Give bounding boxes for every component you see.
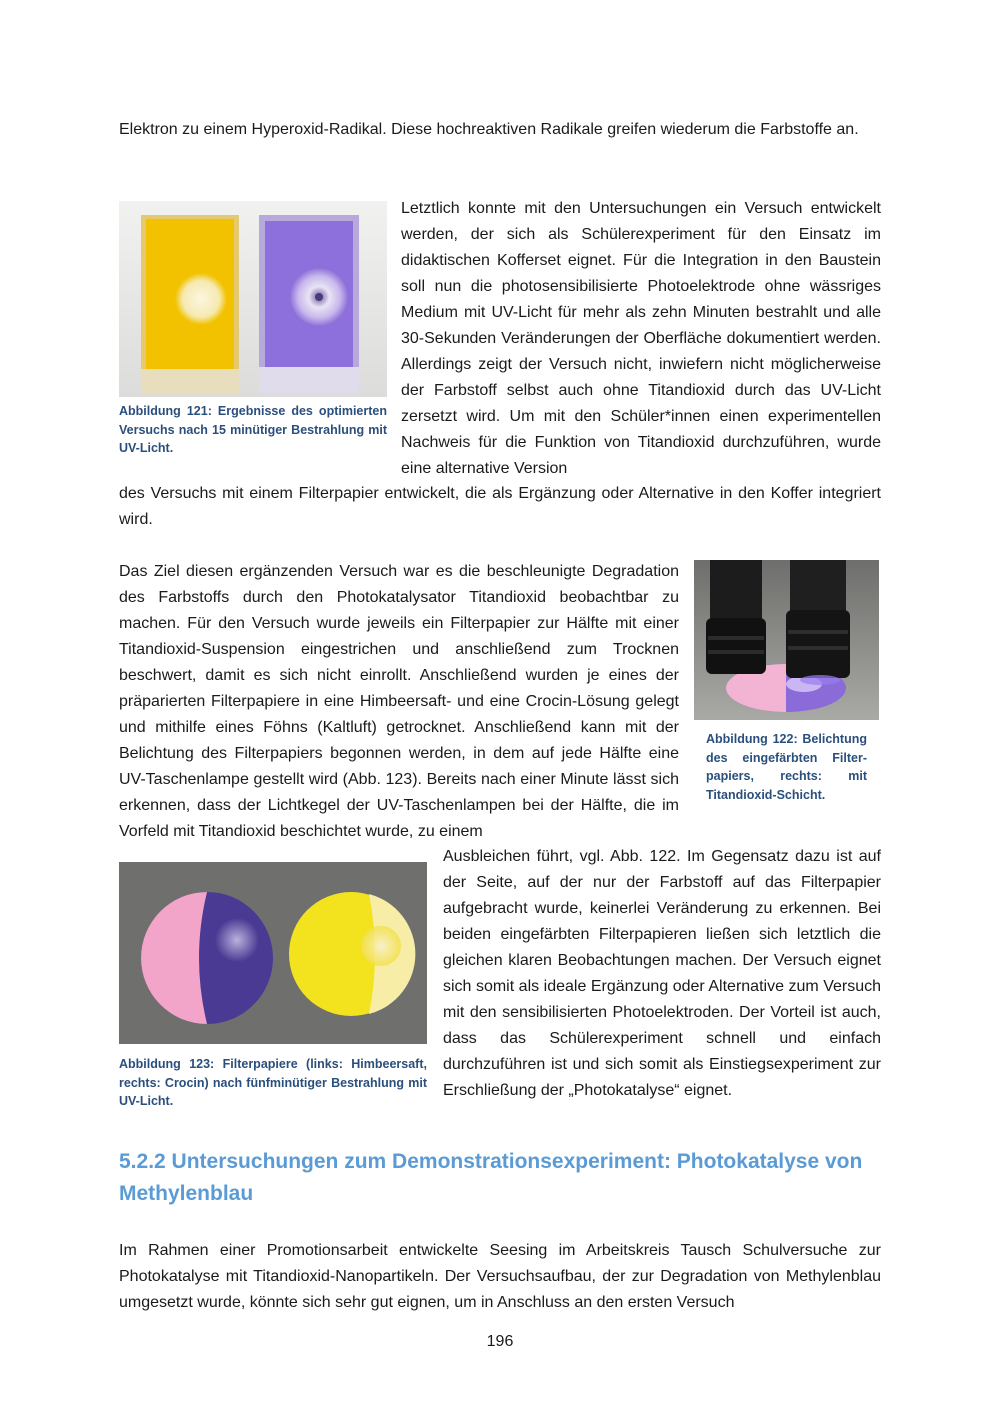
- paragraph-filterpaper-left: Das Ziel diesen ergänzenden Versuch war es die beschleunigte Degradation des Farbstoffs durch den Photokatalysator Titandioxid beobachtbar zu machen. Für den Versuch wurde jeweils ein Filterpapier zur Hälfte mit einer Titandioxid-Suspension eingestrichen und anschließend zum Trocknen beschwert, damit es sich nicht einrollt. Anschließend wurden je eines der präparierten Filterpapiere in eine Himbeersaft- und eine Crocin-Lösung gelegt und mithilfe eines Föhns (Kaltluft) getrocknet. Anschließend kann mit der Belichtung des Filterpapiers begonnen werden, in dem auf jede Hälfte eine UV-Taschenlampe gestellt wird (Abb. 123). Bereits nach einer Minute lässt sich erkennen, dass der Lichtkegel der UV-Taschenlampen bei der Hälfte, die im Vorfeld mit Titandioxid beschichtet wurde, zu einem: [119, 563, 679, 840]
- figure-121-image: [119, 201, 387, 397]
- paragraph-experiment-right: Letztlich konnte mit den Untersuchungen ein Versuch entwickelt werden, der sich als Schülerexperiment für den Einsatz im didaktischen Kofferset eignet. Für die Integration in den Baustein soll nun die photosensibilisierte Photoelektrode ohne wässriges Medium mit UV-Licht für mehr als zehn Minuten bestrahlt und alle 30-Sekunden Veränderungen der Oberfläche dokumentiert werden. Allerdings zeigt der Versuch nicht, inwiefern nicht möglicherweise der Farbstoff selbst auch ohne Titandioxid durch das UV-Licht zersetzt wird. Um mit den Schüler*innen einen experimentellen Nachweis für die Funktion von Titandioxid durchzuführen, wurde eine alternative Version: [401, 200, 881, 477]
- figure-123-caption: Abbildung 123: Filterpapiere (links: Himbeersaft, rechts: Crocin) nach fünfminütiger Bestrahlung mit UV-Licht.: [119, 1057, 427, 1108]
- paragraph-experiment-full: des Versuchs mit einem Filterpapier entwickelt, die als Ergänzung oder Alternative in den Koffer integriert wird.: [119, 485, 881, 528]
- figure-121-caption: Abbildung 121: Ergebnisse des optimierten Versuchs nach 15 minütiger Bestrahlung mit UV-Licht.: [119, 404, 387, 455]
- figure-122-caption: Abbildung 122: Belichtung des eingefärbten Filter-papiers, rechts: mit Titandioxid-Schicht.: [706, 732, 867, 802]
- paragraph-methylenblau: Im Rahmen einer Promotionsarbeit entwickelte Seesing im Arbeitskreis Tausch Schulversuche zur Photokatalyse mit Titandioxid-Nanopartikeln. Der Versuchsaufbau, der zur Degradation von Methylenblau umgesetzt wurde, könnte sich sehr gut eignen, um in Anschluss an den ersten Versuch: [119, 1242, 881, 1311]
- figure-122-image: [694, 560, 879, 720]
- paragraph-intro: Elektron zu einem Hyperoxid-Radikal. Diese hochreaktiven Radikale greifen wiederum die Farbstoffe an.: [119, 121, 859, 138]
- page-number: 196: [486, 1333, 514, 1350]
- figure-123-image: [119, 862, 427, 1044]
- paragraph-filterpaper-right: Ausbleichen führt, vgl. Abb. 122. Im Gegensatz dazu ist auf der Seite, auf der nur der Farbstoff auf das Filterpapier aufgebracht wurde, keinerlei Veränderung zu erkennen. Bei beiden eingefärbten Filterpapieren ließen sich letztlich die gleichen klaren Beobachtungen machen. Der Versuch eignet sich somit als ideale Ergänzung oder Alternative zum Versuch mit den sensibilisierten Photoelektroden. Der Vorteil ist auch, dass das Schülerexperiment schnell und einfach durchzuführen ist und sich somit als Einstiegsexperiment zur Erschließung der „Photokatalyse“ eignet.: [443, 848, 881, 1099]
- section-heading: 5.2.2 Untersuchungen zum Demonstrationsexperiment: Photokatalyse von Methylenblau: [119, 1150, 863, 1205]
